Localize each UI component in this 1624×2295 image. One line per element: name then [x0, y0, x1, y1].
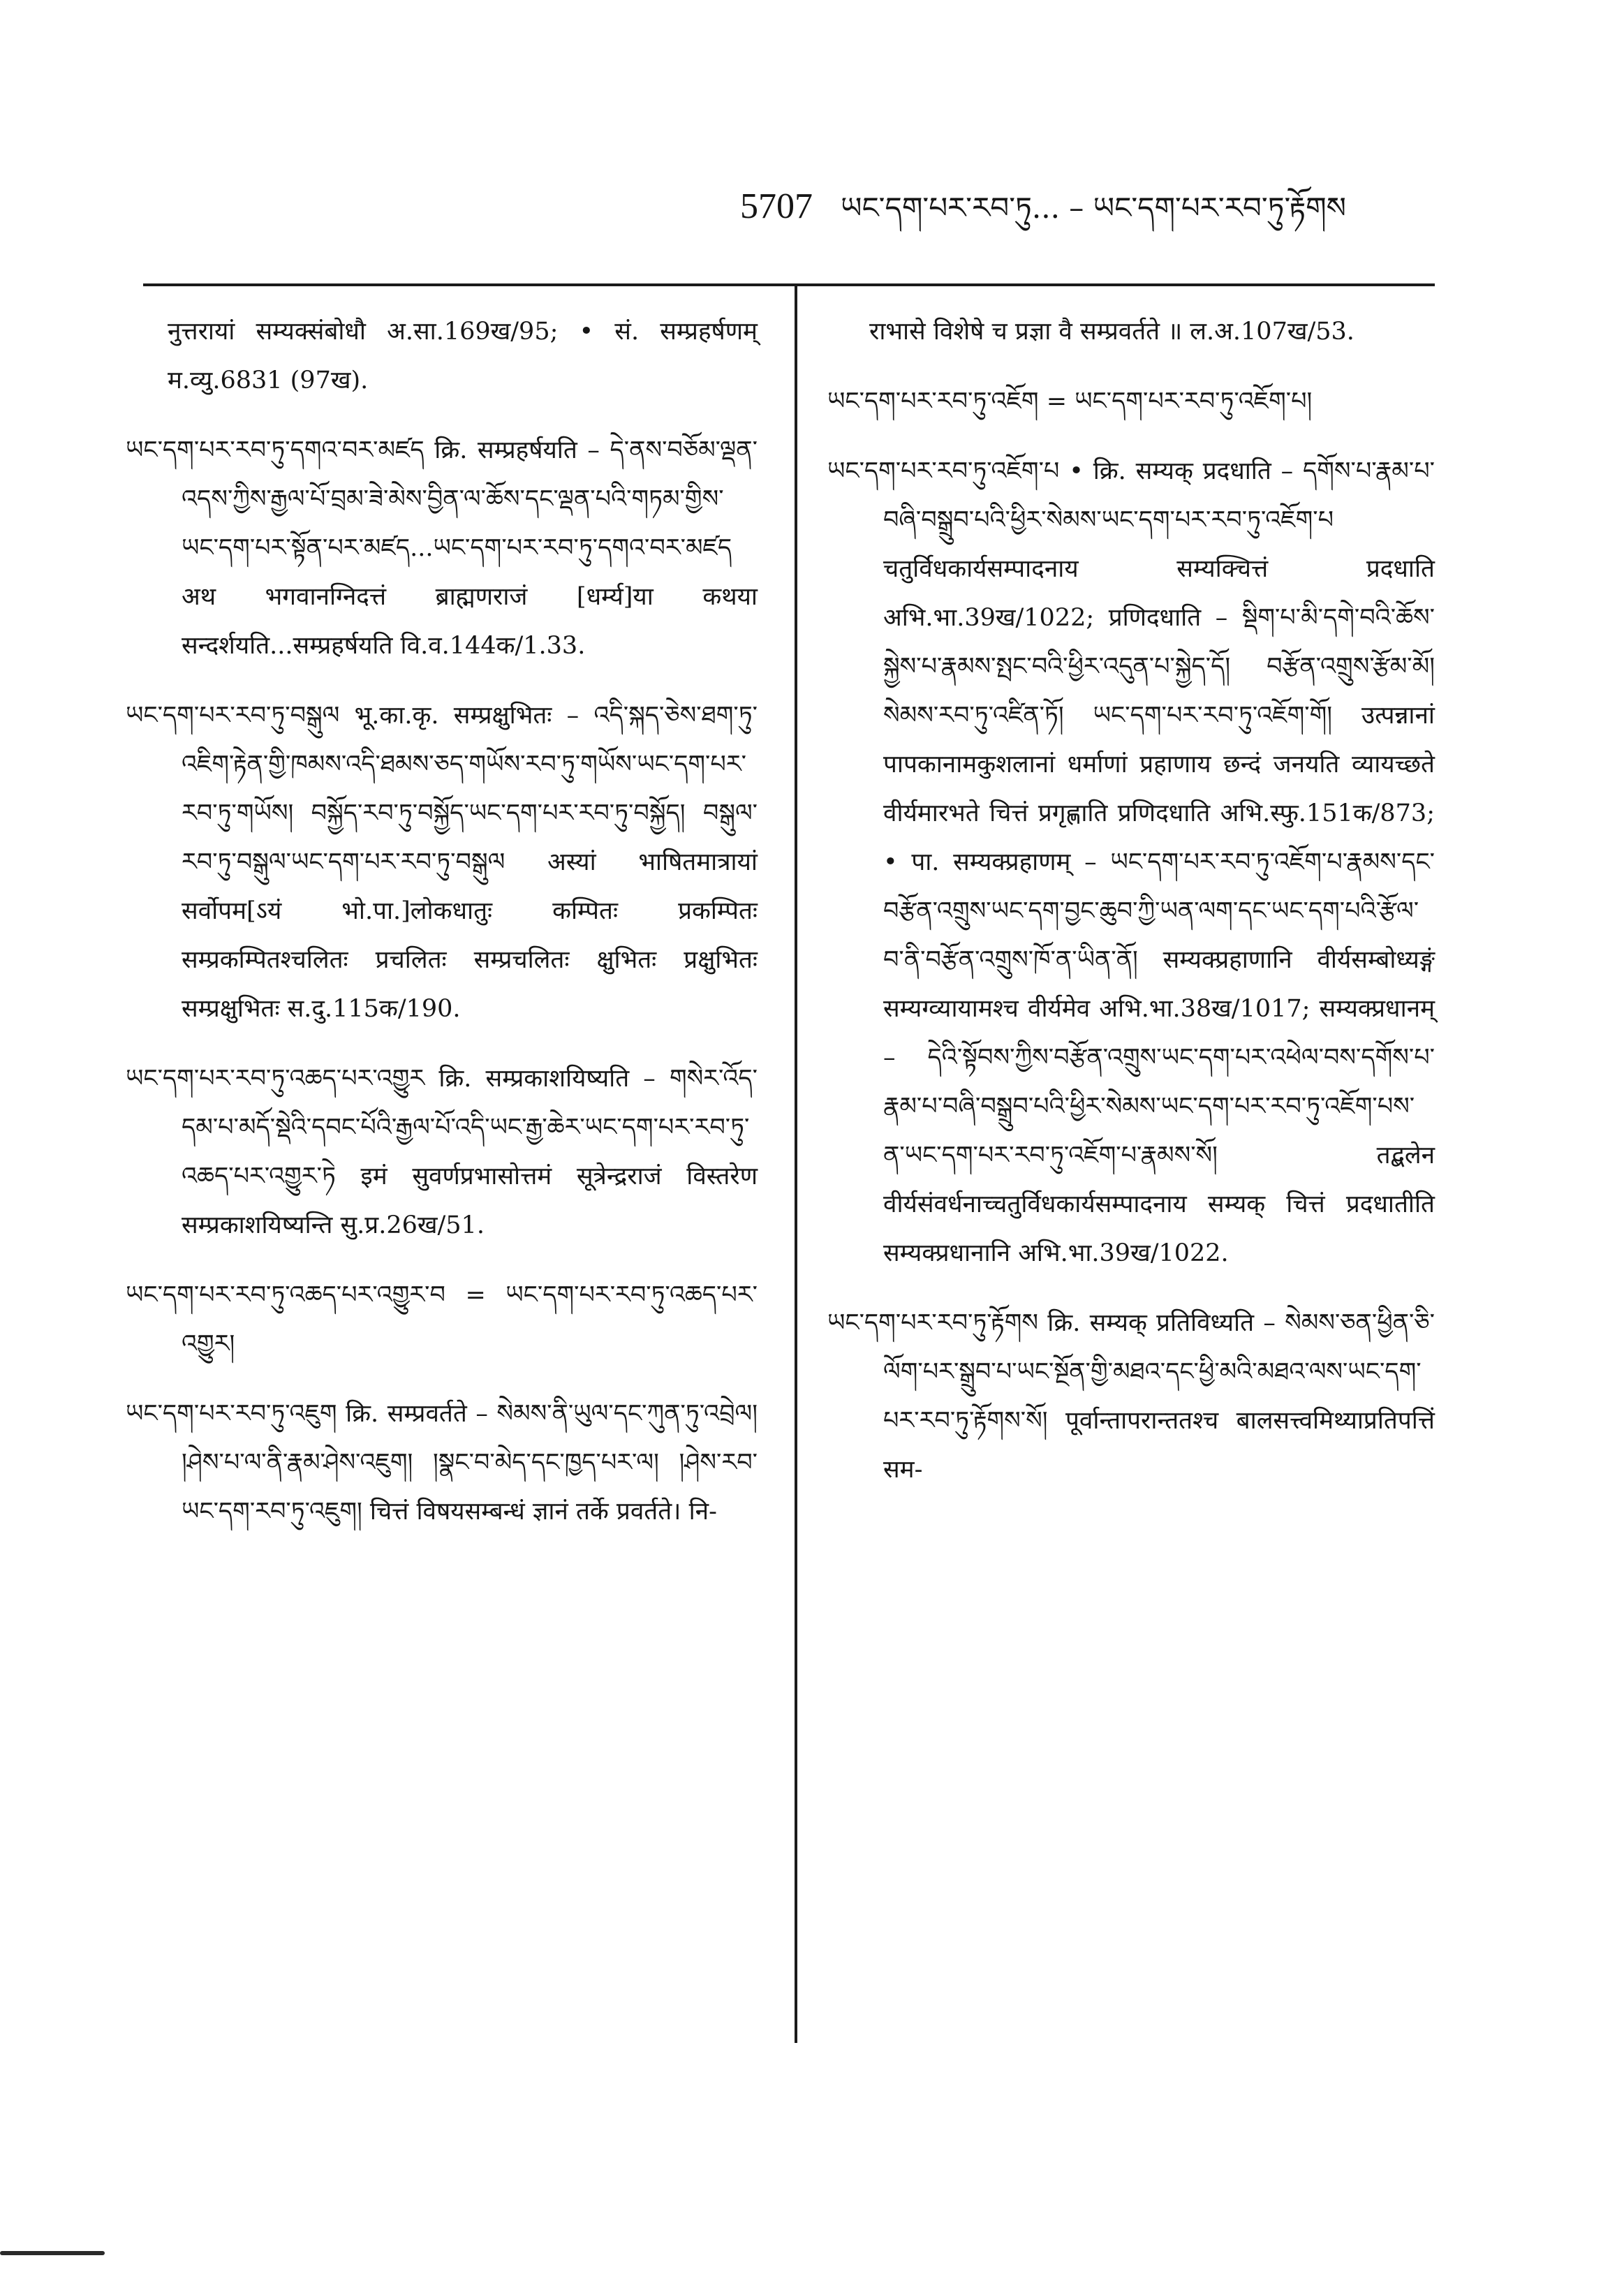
- running-head: ཡང་དག་པར་རབ་ཏུ... – ཡང་དག་པར་རབ་ཏུ་རྟོགས: [841, 191, 1347, 225]
- page-header: [740, 175, 1438, 226]
- dictionary-entry: ཡང་དག་པར་རབ་ཏུ་འཆད་པར་འགྱུར་བ = ཡང་དག་པར་རབ་ཏུ་འཆད་པར་འགྱུར།: [126, 1281, 758, 1358]
- dictionary-entry: नुत्तरायां सम्यक्संबोधौ अ.सा.169ख/95; • सं. सम्प्रहर्षणम् म.व्यु.6831 (97ख).: [168, 318, 758, 394]
- page-number: 5707: [740, 186, 813, 226]
- dictionary-entry: राभासे विशेषे च प्रज्ञा वै सम्प्रवर्तते ॥ ल.अ.107ख/53.: [869, 318, 1354, 346]
- dictionary-entry: ཡང་དག་པར་རབ་ཏུ་འཇོག་པ • क्रि. सम्यक् प्रदधाति – དགོས་པ་རྣམ་པ་བཞི་བསྒྲུབ་པའི་ཕྱིར་སེམས་ཡང་དག་པར་རབ་ཏུ་འཇོག་པ चतुर्विधकार्यसम्पादनाय सम्यक्चित्तं प्रदधाति अभि.भा.39ख/1022; प्रणिदधाति – སྡིག་པ་མི་དགེ་བའི་ཆོས་སྐྱེས་པ་རྣམས་སྤང་བའི་ཕྱིར་འདུན་པ་སྐྱེད་དོ། བརྩོན་འགྲུས་རྩོམ་མོ། སེམས་རབ་ཏུ་འཛིན་ཏོ། ཡང་དག་པར་རབ་ཏུ་འཇོག་གོ། उत्पन्नानां पापकानामकुशलानां धर्माणां प्रहाणाय छन्दं जनयति व्यायच्छते वीर्यमारभते चित्तं प्रगृह्णाति प्रणिदधाति अभि.स्फु.151क/873; • पा. सम्यक्प्रहाणम् – ཡང་དག་པར་རབ་ཏུ་འཇོག་པ་རྣམས་དང་བརྩོན་འགྲུས་ཡང་དག་བྱང་ཆུབ་ཀྱི་ཡན་ལག་དང་ཡང་དག་པའི་རྩོལ་བ་ནི་བརྩོན་འགྲུས་ཁོ་ན་ཡིན་ནོ། सम्यक्प्रहाणानि वीर्यसम्बोध्यङ्गं सम्यग्व्यायामश्च वीर्यमेव अभि.भा.38ख/1017; सम्यक्प्रधानम् – དེའི་སྟོབས་ཀྱིས་བརྩོན་འགྲུས་ཡང་དག་པར་འཕེལ་བས་དགོས་པ་རྣམ་པ་བཞི་བསྒྲུབ་པའི་ཕྱིར་སེམས་ཡང་དག་པར་རབ་ཏུ་འཇོག་པས་ན་ཡང་དག་པར་རབ་ཏུ་འཇོག་པ་རྣམས་སོ། तद्बलेन वीर्यसंवर्धनाच्चतुर्विधकार्यसम्पादनाय सम्यक् चित्तं प्रदधातीति सम्यक्प्रधानानि अभि.भा.39ख/1022.: [827, 457, 1435, 1267]
- dictionary-entry: ཡང་དག་པར་རབ་ཏུ་འཇོག = ཡང་དག་པར་རབ་ཏུ་འཇོག་པ།: [827, 388, 1313, 415]
- dictionary-entry: ཡང་དག་པར་རབ་ཏུ་རྟོགས क्रि. सम्यक् प्रतिविध्यति – སེམས་ཅན་ཕྱིན་ཅི་ལོག་པར་སྒྲུབ་པ་ཡང་སྔོན་གྱི་མཐའ་དང་ཕྱི་མའི་མཐའ་ལས་ཡང་དག་པར་རབ་ཏུ་རྟོགས་སོ། पूर्वान्तापरान्ततश्च बालसत्त्वमिथ्याप्रतिपत्तिं सम-: [827, 1309, 1435, 1484]
- right-column: [827, 307, 1435, 1515]
- header-rule: [143, 283, 1435, 286]
- dictionary-entry: ཡང་དག་པར་རབ་ཏུ་འཇུག क्रि. सम्प्रवर्तते – སེམས་ནི་ཡུལ་དང་ཀུན་ཏུ་འབྲེལ། །ཤེས་པ་ལ་ནི་རྣམ་ཤེས་འཇུག། །སྣང་བ་མེད་དང་ཁྱད་པར་ལ། །ཤེས་རབ་ཡང་དག་རབ་ཏུ་འཇུག། चित्तं विषयसम्बन्धं ज्ञानं तर्के प्रवर्तते। नि-: [126, 1400, 758, 1526]
- left-column: [126, 307, 758, 1557]
- scan-edge-mark: [0, 2251, 105, 2255]
- column-divider: [795, 283, 797, 2043]
- dictionary-entry: ཡང་དག་པར་རབ་ཏུ་བསྒུལ भू.का.कृ. सम्प्रक्षुभितः – འདི་སྐད་ཅེས་ཐག་ཏུ་འཇིག་རྟེན་གྱི་ཁམས་འདི་ཐམས་ཅད་གཡོས་རབ་ཏུ་གཡོས་ཡང་དག་པར་རབ་ཏུ་གཡོས། བསྐྱོད་རབ་ཏུ་བསྐྱོད་ཡང་དག་པར་རབ་ཏུ་བསྐྱོད། བསྒུལ་རབ་ཏུ་བསྒུལ་ཡང་དག་པར་རབ་ཏུ་བསྒུལ अस्यां भाषितमात्रायां सर्वोपम[ऽयं भो.पा.]लोकधातुः कम्पितः प्रकम्पितः सम्प्रकम्पितश्चलितः प्रचलितः सम्प्रचलितः क्षुभितः प्रक्षुभितः सम्प्रक्षुभितः स.दु.115क/190.: [126, 702, 758, 1023]
- dictionary-entry: ཡང་དག་པར་རབ་ཏུ་དགའ་བར་མཛད क्रि. सम्प्रहर्षयति – དེ་ནས་བཅོམ་ལྡན་འདས་ཀྱིས་རྒྱལ་པོ་བྲམ་ཟེ་མེས་བྱིན་ལ་ཆོས་དང་ལྡན་པའི་གཏམ་གྱིས་ཡང་དག་པར་སྟོན་པར་མཛད...ཡང་དག་པར་རབ་ཏུ་དགའ་བར་མཛད अथ भगवानग्निदत्तं ब्राह्मणराजं [धर्म्य]या कथया सन्दर्शयति...सम्प्रहर्षयति वि.व.144क/1.33.: [126, 436, 758, 660]
- dictionary-entry: ཡང་དག་པར་རབ་ཏུ་འཆད་པར་འགྱུར क्रि. सम्प्रकाशयिष्यति – གསེར་འོད་དམ་པ་མདོ་སྡེའི་དབང་པོའི་རྒྱལ་པོ་འདི་ཡང་རྒྱ་ཆེར་ཡང་དག་པར་རབ་ཏུ་འཆད་པར་འགྱུར་ཏེ इमं सुवर्णप्रभासोत्तमं सूत्रेन्द्रराजं विस्तरेण सम्प्रकाशयिष्यन्ति सु.प्र.26ख/51.: [126, 1065, 758, 1239]
